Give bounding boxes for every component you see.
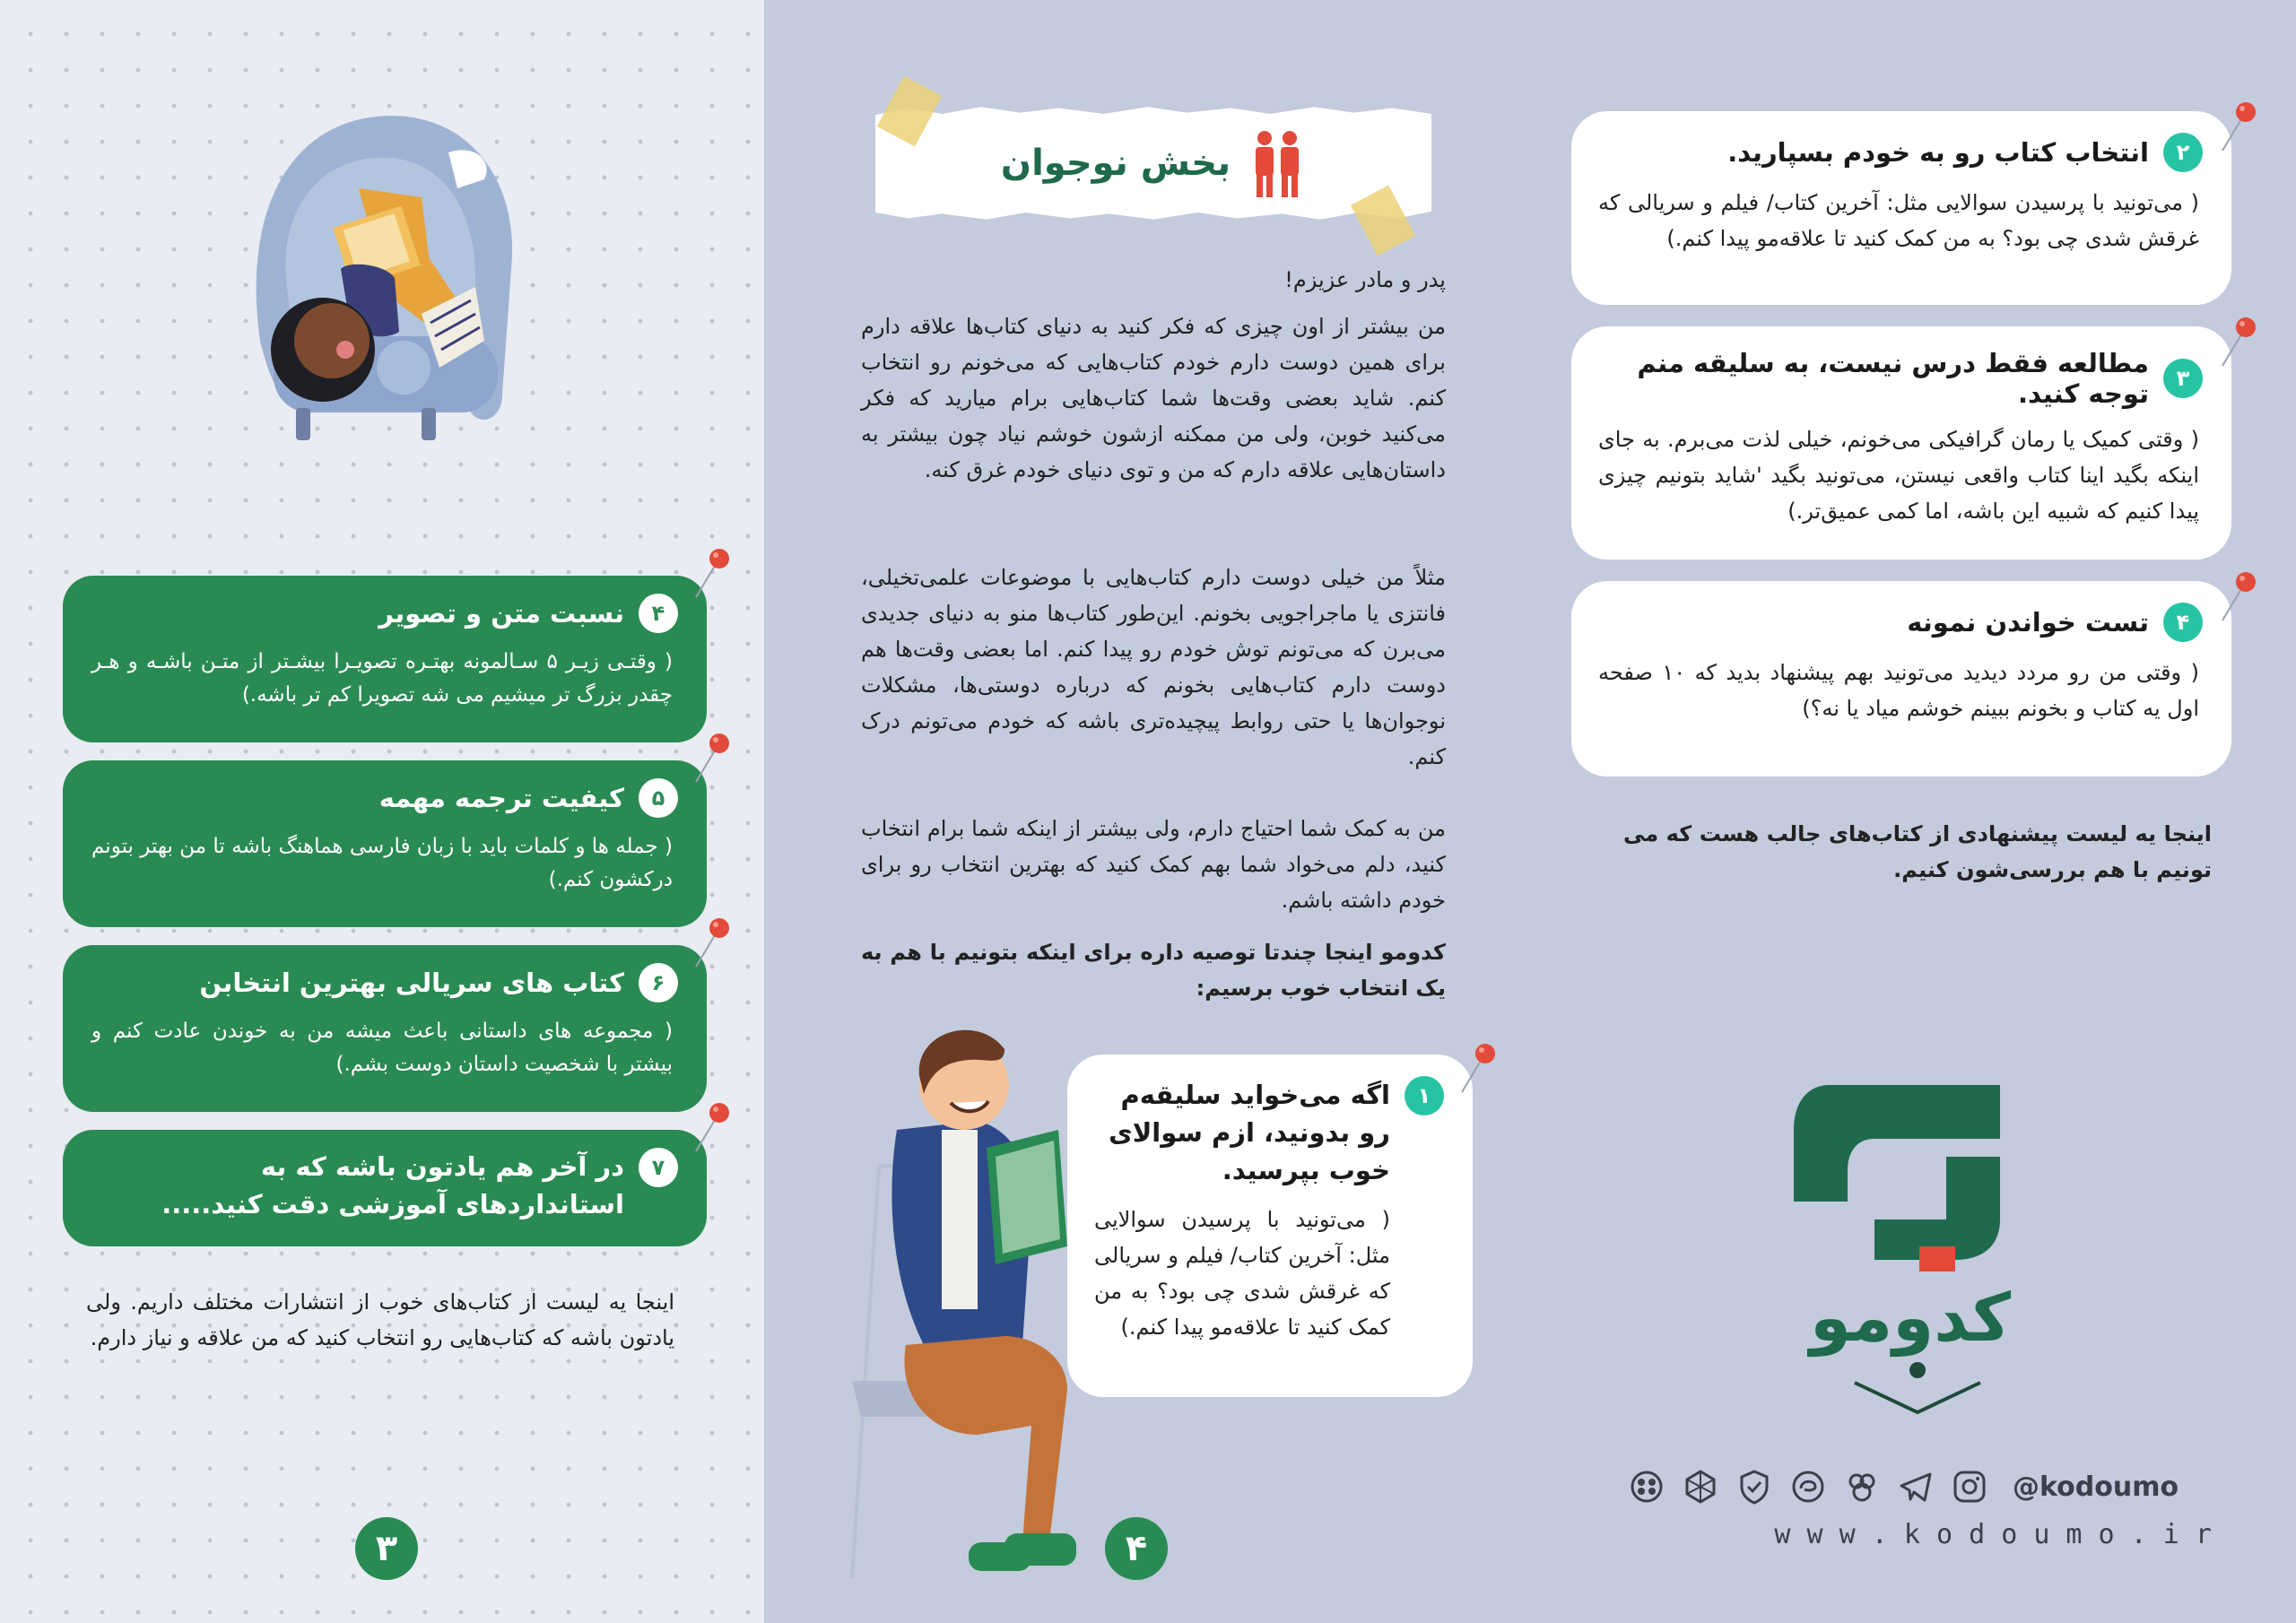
eitaa-icon[interactable] [1788, 1467, 1828, 1506]
pin-icon [691, 915, 753, 968]
tip-body: ( می‌تونید با پرسیدن سوالایی مثل: آخرین کتاب/ فیلم و سریالی که غرقش شدی چی بود؟ به من کمک کنید تا علاقه‌مو پیدا کنم.) [1094, 1207, 1390, 1340]
tip-title: کیفیت ترجمه مهمه [378, 783, 624, 813]
social-handle[interactable]: @kodoumo [2013, 1471, 2179, 1503]
tip-title: نسبت متن و تصویر [378, 598, 624, 629]
tip-body: ( وقتی من رو مردد دیدید می‌تونید بهم پیشنهاد بدید که ۱۰ صفحه اول یه کتاب و بخونم ببینم خوشم میاد یا نه؟) [1598, 660, 2200, 721]
tip-card-7 [63, 1130, 707, 1246]
pin-icon [1457, 1040, 1519, 1094]
section-header [875, 106, 1431, 221]
tip-card-2 [1571, 111, 2231, 305]
tip-body: ( می‌تونید با پرسیدن سوالایی مثل: آخرین کتاب/ فیلم و سریالی که غرقش شدی چی بود؟ به من کمک کنید تا علاقه‌مو پیدا کنم.) [1598, 190, 2199, 251]
tip-body: ( وقتی کمیک یا رمان گرافیکی می‌خونم، خیلی لذت می‌برم. به جای اینکه بگید اینا کتاب واقعی نیستن، می‌تونید بگید 'شاید بتونیم چیزی پیدا کنیم که شبیه این باشه، اما کمی عمیق‌تر.) [1598, 427, 2199, 524]
tip-title: مطالعه فقط درس نیست، به سلیقه منم توجه کنید. [1637, 348, 2149, 409]
logo-wordmark: کدومو [1810, 1280, 2011, 1357]
pin-icon [691, 1099, 753, 1153]
tip-title: اگه می‌خواید سلیقه‌م رو بدونید، ازم سوالای خوب بپرسید. [1109, 1080, 1390, 1185]
page-number: ۳ [355, 1517, 418, 1580]
number-badge: ۵ [639, 778, 678, 818]
gap-icon[interactable] [1681, 1467, 1720, 1506]
pin-icon [691, 730, 753, 784]
pin-icon [691, 545, 753, 599]
number-badge: ۴ [639, 594, 678, 633]
social-row [1627, 1467, 2179, 1506]
tip-title: در آخر هم یادتون باشه که به استانداردهای آموزشی دقت کنید..... [161, 1151, 624, 1219]
number-badge: ۱ [1405, 1076, 1444, 1115]
number-badge: ۷ [639, 1148, 678, 1187]
tip-title: کتاب های سریالی بهترین انتخابن [199, 968, 624, 998]
number-badge: ۲ [2163, 133, 2203, 172]
instagram-icon[interactable] [1950, 1467, 1989, 1506]
pin-icon [2217, 568, 2280, 622]
pin-icon [2217, 99, 2280, 152]
tip-card-6 [63, 945, 707, 1112]
closing-text: اینجا یه لیست پیشنهادی از کتاب‌های جالب هست که می تونیم با هم بررسی‌شون کنیم. [1623, 821, 2212, 882]
tip-title: تست خواندن نمونه [1907, 607, 2149, 638]
number-badge: ۶ [639, 963, 678, 1002]
bale-icon[interactable] [1842, 1467, 1882, 1506]
pin-icon [2217, 314, 2280, 368]
greeting: پدر و مادر عزیزم! [1284, 267, 1446, 292]
rubika-icon[interactable] [1627, 1467, 1666, 1506]
number-badge: ۴ [2163, 603, 2203, 642]
letter-paragraph-2: مثلاً من خیلی دوست دارم کتاب‌هایی با موضوعات علمی‌تخیلی، فانتزی یا ماجراجویی بخونم. این‌طور کتاب‌ها منو به دنیای جدیدی می‌برن که می‌تونم توش خودم رو پیدا کنم. اما بعضی وقت‌ها هم دوست دارم کتاب‌هایی بخونم که درباره دوستی‌ها، مشکلات نوجوان‌ها یا حتی روابط پیچیده‌تری باشه که خودم می‌تونم درک کنم. [861, 565, 1446, 769]
tip-card-3 [1571, 326, 2231, 560]
tip-card-4 [63, 576, 707, 742]
closing-text: اینجا یه لیست از کتاب‌های خوب از انتشارات مختلف داریم. ولی یادتون باشه که کتاب‌هایی رو انتخاب کنید که من علاقه و نیاز دارم. [86, 1289, 674, 1350]
telegram-icon[interactable] [1896, 1467, 1935, 1506]
section-title: بخش نوجوان [1000, 143, 1231, 184]
tip-body: ( مجموعه های داستانی باعث میشه من به خوندن عادت کنم و بیشتر با شخصیت داستان دوست بشم.) [91, 1020, 673, 1076]
verified-shield-icon[interactable] [1735, 1467, 1774, 1506]
tip-card-1 [1067, 1055, 1473, 1397]
number-badge: ۳ [2163, 359, 2203, 398]
letter-paragraph-3: من به کمک شما احتیاج دارم، ولی بیشتر از اینکه شما برام انتخاب کنید، دلم می‌خواد شما بهم کمک کنید که بهترین انتخاب رو برای خودم داشته باشم. [861, 816, 1446, 913]
tip-card-4-right [1571, 581, 2231, 777]
page-number: ۴ [1105, 1517, 1168, 1580]
kodoumo-note: کدومو اینجا چندتا توصیه داره برای اینکه بتونیم با هم به یک انتخاب خوب برسیم: [861, 940, 1446, 1001]
girl-reading-illustration [206, 108, 556, 520]
tip-title: انتخاب کتاب رو به خودم بسپارید. [1727, 137, 2149, 168]
teenagers-icon [1248, 127, 1306, 199]
letter-paragraph-1: من بیشتر از اون چیزی که فکر کنید به دنیای کتاب‌ها علاقه دارم برای همین دوست دارم خودم کتاب‌هایی که می‌خونم رو انتخاب کنم. شاید بعضی وقت‌ها شما کتاب‌هایی برام میارید که فکر می‌کنید خوبن، ولی من ممکنه ازشون خوشم نیاد چون بیشتر به داستان‌هایی علاقه دارم که من و توی دنیای خودم غرق کنه. [861, 314, 1446, 482]
website-url[interactable]: w w w . k o d o u m o . i r [1774, 1519, 2212, 1550]
kodoumo-logo [1767, 1067, 2072, 1426]
tip-body: ( وقتـی زیـر ۵ سـالمونه بهتـره تصویـرا بیشـتر از متـن باشـه و هـر چقدر بزرگ تر میشیم می شه تصویرا کم تر باشه.) [91, 650, 674, 707]
tip-body: ( جمله ها و کلمات باید با زبان فارسی هماهنگ باشه تا من بهتر بتونم درکشون کنم.) [91, 835, 673, 891]
tip-card-5 [63, 760, 707, 927]
